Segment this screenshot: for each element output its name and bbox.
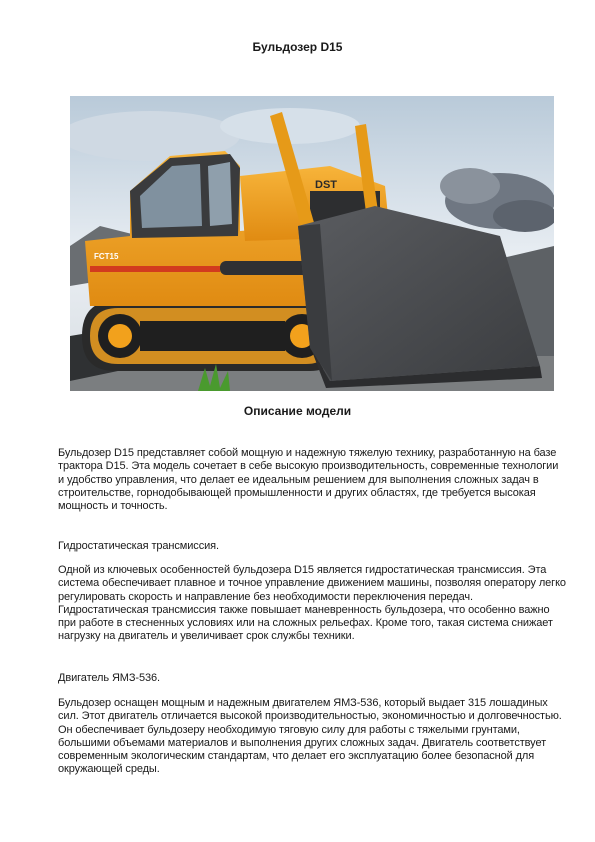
paragraph-engine: Бульдозер оснащен мощным и надежным двигателем ЯМЗ-536, который выдает 315 лошадиных сил. Этот двигатель отличается высокой производительностью, экономичностью и долговечностью. Он обеспечивает бульдозеру необходимую тяговую силу для работы с тяжелыми грунтами, большими объемами материалов и выполнения других сложных задач. Двигатель соответствует современным экологическим стандартам, что делает его эксплуатацию более безопасной для окружающей среды. [58, 697, 562, 776]
paragraph-intro: Бульдозер D15 представляет собой мощную и надежную тяжелую технику, разработанную на базе трактора D15. Эта модель сочетает в себе высокую производительность, современные технологии и удобство управления, что делает ее идеальным решением для выполнения сложных задач в строительстве, горнодобывающей промышленности и других областях, где требуется высокая мощность и точность. [58, 447, 559, 513]
section-subtitle: Описание модели [243, 404, 352, 418]
bulldozer-photo [70, 96, 554, 391]
document-title: Бульдозер D15 [252, 40, 343, 54]
heading-transmission: Гидростатическая трансмиссия. [58, 540, 219, 552]
machine-brand-label: DST [315, 179, 337, 191]
heading-engine: Двигатель ЯМЗ-536. [58, 672, 160, 684]
machine-model-label: FCT15 [94, 252, 119, 261]
paragraph-transmission: Одной из ключевых особенностей бульдозера D15 является гидростатическая трансмиссия. Эта система обеспечивает плавное и точное управление движением машины, позволяя оператору легко регулировать скорость и направление без необходимости переключения передач. Гидростатическая трансмиссия также повышает маневренность бульдозера, что особенно важно при работе в стесненных условиях или на сложных рельефах. Кроме того, такая система снижает нагрузку на двигатель и увеличивает срок службы техники. [58, 564, 566, 643]
